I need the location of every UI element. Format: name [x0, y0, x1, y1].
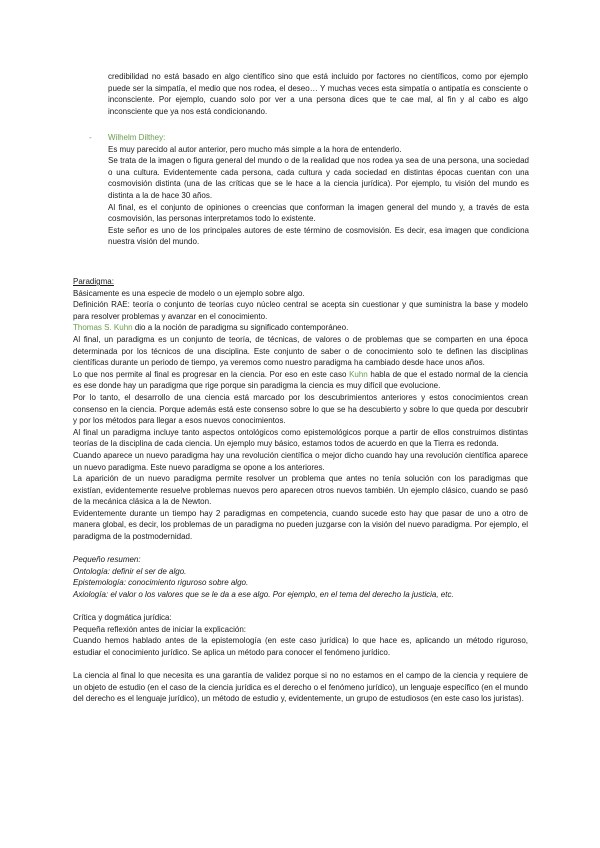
dilthey-paragraph: Es muy parecido al autor anterior, pero mucho más simple a la hora de entenderlo.: [108, 144, 402, 154]
dilthey-heading: [89, 132, 529, 144]
paragraph-text: habla de que el estado normal de la ciencia es ese donde hay un paradigma que rige porque sin paradigma la ciencia es muy difícil que evolucione.: [73, 369, 528, 391]
critica-paragraph: Cuando hemos hablado antes de la epistemología (en este caso jurídica) lo que hace es, aplicando un método riguroso, estudiar el conocimiento jurídico. Se aplica un método para conocer el fenómeno jurídico.: [73, 636, 528, 657]
paradigma-paragraph: [73, 322, 528, 334]
paradigma-paragraph: Básicamente es una especie de modelo o un ejemplo sobre algo.: [73, 288, 305, 298]
critica-heading: Crítica y dogmática jurídica:: [73, 613, 172, 623]
paradigma-paragraph: [73, 369, 528, 392]
dilthey-section: [89, 132, 529, 248]
paradigma-paragraph: La aparición de un nuevo paradigma permite resolver un problema que antes no tenía solución con los paradigmas que existían, evidentemente resuelve problemas nuevos pero aparecen otros nuevos también. Un ejemplo clásico, cuando se pasó de la mecánica clásica a la de Newton.: [73, 474, 528, 507]
resumen-line: Ontología: definir el ser de algo.: [73, 566, 187, 576]
spacer: [73, 543, 528, 555]
resumen-title: Pequeño resumen:: [73, 555, 141, 565]
main-section: [73, 276, 528, 705]
paradigma-paragraph: Cuando aparece un nuevo paradigma hay una revolución científica o mejor dicho cuando hay una revolución científica aparece un nuevo paradigma. Este nuevo paradigma se opone a los anteriores.: [73, 450, 528, 472]
spacer: [73, 601, 528, 613]
paradigma-paragraph: Evidentemente durante un tiempo hay 2 paradigmas en competencia, cuando sucede esto hay que pasar de uno a otro de manera global, es decir, los problemas de un paradigma no pueden juzgarse con la visión del nuevo paradigma. Por ejemplo, el paradigma de la postmodernidad.: [73, 508, 528, 542]
dilthey-body: [108, 144, 529, 248]
resumen-line: Axiología: el valor o los valores que se le da a ese algo. Por ejemplo, en el tema del derecho la justicia, etc.: [73, 590, 454, 600]
spacer: [73, 659, 528, 671]
paradigma-paragraph: Por lo tanto, el desarrollo de una ciencia está marcado por los descubrimientos anteriores y estos conocimientos crean consenso en la ciencia. Porque además está este consenso sobre lo que se ha descubierto y sobre lo que queda por descubrir y por los métodos para llegar a esos nuevos conocimientos.: [73, 392, 528, 426]
critica-paragraph: La ciencia al final lo que necesita es una garantía de validez porque si no no estamos en el campo de la ciencia y requiere de un objeto de estudio (en el caso de la ciencia jurídica es el derecho o el fenómeno jurídico), un lenguaje específico (en el mundo del derecho es el lenguaje jurídico), un método de estudio y, evidentemente, un grupo de estudiosos (en este caso los juristas).: [73, 671, 528, 704]
intro-paragraph: credibilidad no está basado en algo científico sino que está incluido por factores no científicos, como por ejemplo puede ser la simpatía, el medio que nos rodea, el deseo… Y muchas veces esta simpatía o antipatía es consciente o inconsciente. Por ejemplo, cuando solo por ver a una persona dices que te cae mal, al fin y al cabo es algo inconsciente que ya nos está condicionando.: [108, 72, 528, 116]
paragraph-text: Lo que nos permite al final es progresar en la ciencia. Por eso en este caso: [73, 369, 350, 379]
paradigma-paragraph: Definición RAE: teoría o conjunto de teorías cuyo núcleo central se acepta sin cuestionar y que suministra la base y modelo para resolver problemas y avanzar en el conocimiento.: [73, 300, 528, 321]
paradigma-paragraph: Al final, un paradigma es un conjunto de teoría, de técnicas, de valores o de problemas que se comparten en una época determinada por los técnicos de una disciplina. Este conjunto de saber o de conocimiento solo te definen las disciplinas científicas durante un periodo de tiempo, ya veremos como nuestro paradigma ha cambiado desde hace unos años.: [73, 334, 528, 368]
dilthey-paragraph: Al final, es el conjunto de opiniones o creencias que conforman la imagen general del mundo y, a través de esta cosmovisión, las personas interpretamos todo lo existente.: [108, 202, 529, 224]
kuhn-name: Kuhn: [349, 369, 368, 379]
author-name: Wilhelm Dilthey:: [108, 133, 166, 142]
paradigma-heading: Paradigma:: [73, 277, 114, 286]
dilthey-paragraph: Este señor es uno de los principales autores de este término de cosmovisión. Es decir, esa imagen que condiciona nuestra visión del mundo.: [108, 225, 529, 247]
resumen-line: Epistemología: conocimiento riguroso sobre algo.: [73, 578, 249, 588]
kuhn-name: Thomas S. Kuhn: [73, 323, 133, 333]
dilthey-paragraph: Se trata de la imagen o figura general del mundo o de la realidad que nos rodea ya sea de una persona, una sociedad o una cultura. Evidentemente cada persona, cada cultura y cada sociedad en distintas épocas cuentan con una cosmovisión distinta (una de las críticas que se le hace a la ciencia jurídica). Por ejemplo, tu visión del mundo es distinta a la de hace 30 años.: [108, 156, 529, 200]
critica-paragraph: Pequeña reflexión antes de iniciar la explicación:: [73, 624, 246, 634]
bullet-dash: -: [89, 133, 92, 142]
paradigma-paragraph: Al final un paradigma incluye tanto aspectos ontológicos como epistemológicos porque a partir de ellos construimos distintas teorías de la disciplina de cada ciencia. Un ejemplo muy básico, estamos todos de acuerdo en que la Tierra es redonda.: [73, 427, 528, 449]
paragraph-text: dio a la noción de paradigma su significado contemporáneo.: [132, 323, 349, 333]
